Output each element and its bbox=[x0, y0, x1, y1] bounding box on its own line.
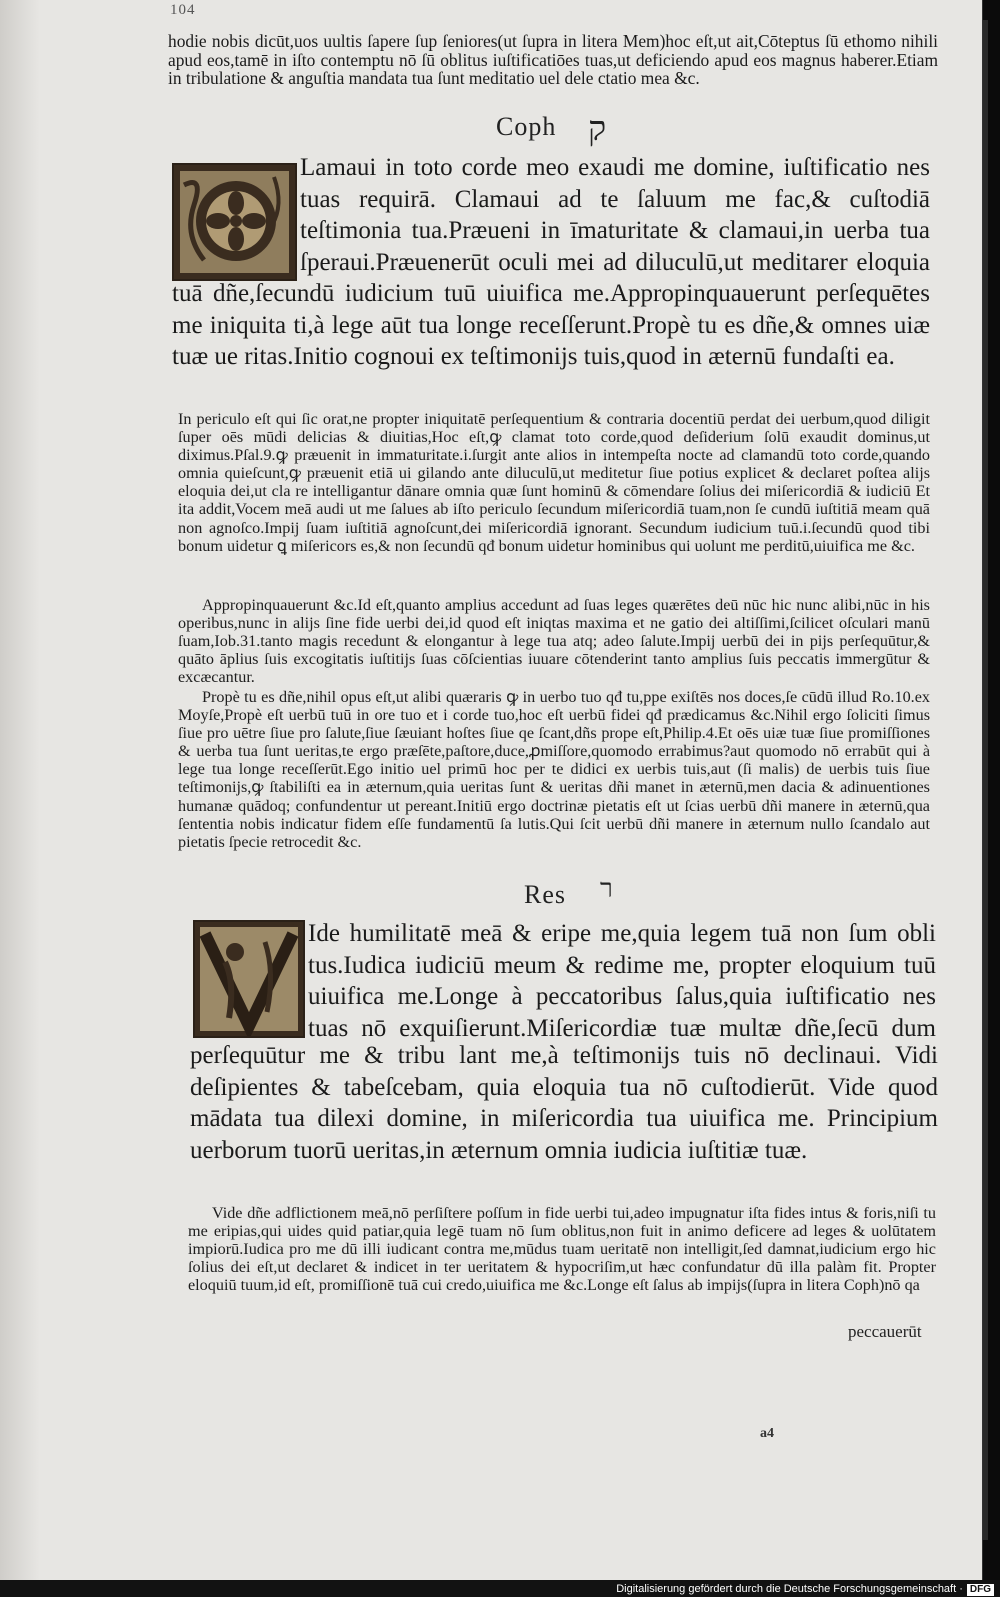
psalm-text-res-first-lines: Ide humilitatē meā & eripe me,quia legem tuā non ſum obli tus.Iudica iudiciū meum & redime me, propter eloquium tuū uiuifica me.Longe à peccatoribus ſalus,quia iuſtificatio nes tuas nō exquiſierunt.Miſericordiæ tuæ multæ dñe,ſecū dum bbox=[308, 920, 936, 1042]
top-continuation-text: hodie nobis dicūt,uos uultis ſapere ſup ſeniores(ut ſupra in litera Mem)hoc eſt,ut ait,Cōteptus ſū ethomo nihili apud eos,tamē in iſto contemptu nō ſū oblitus iuſtificatiōes tuas,ut deficiendo apud eos magnus haberer.Etiam in tribulatione & anguſtia mandata tua ſunt meditatio uel dele ctatio mea &c. bbox=[168, 31, 938, 88]
commentary-paragraph: Appropinquauerunt &c.Id eſt,quanto amplius accedunt ad ſuas leges quærētes deū nūc hic nunc alibi,nūc in his operibus,nunc in alijs ſine fide uerbi dei,id quod eſt iniqtas maxima et ne gatio dei altiſſimi,ſcilicet oſculari manū ſuam,Iob.31.tanto magis recedunt & elongantur à lege tua atq; adeo ſalute.Impij uerbū dei in pijs perſequūtur,& quāto āplius ſuis excogitatis iuſtitijs ſuas cōſcientias iuuare cōtenderint tanto amplius ſuis peccatis immergūtur & excæcantur. bbox=[178, 596, 930, 687]
scan-edge bbox=[982, 0, 1000, 1597]
hebrew-letter-coph: ק bbox=[588, 109, 607, 149]
decorated-initial-c bbox=[172, 163, 297, 281]
decorated-initial-v bbox=[193, 920, 305, 1038]
commentary-paragraph: Propè tu es dñe,nihil opus eſt,ut alibi quæraris ꝙ in uerbo tuo qđ tu,ppe exiſtēs nos doces,ſe cūdū illud Ro.10.ex Moyſe,Propè eſt uerbū tuū in ore tuo et i corde tuo,hoc eſt uerbū fidei qđ prædicamus &c.Nihil ergo ſoliciti ſimus ſiue pro uētre ſiue pro ſalute,ſiue ſæuiant hoſtes ſiue qe ſcant,dñs prope eſt,Philip.4.Et oēs uiæ tuæ ſiue promiſſiones & uerba tua ſunt ueritas,te ergo præſēte,paſtore,duce,ꝓmiſſore,quomodo errabimus?aut quomodo nō errabūt qui à lege tua longe receſſerūt.Ego initio uel primū hoc per te didici ex uerbis tuis,aut (ſi malis) de uerbis tuis ſiue teſtimonijs,ꝙ ſtabiliſti ea in æternum,quia ueritas ſunt & ueritas dñi manet in æternū,men dacia & adinuentiones humanæ quādoq; confundentur ut pereant.Initiū ergo doctrinæ pietatis eſt ut ſcias uerbū dñi manere in æternū,qua ſententia nobis indicatur fidem eſſe fundamentū ſa lutis.Qui ſcit uerbū dñi manere in æternum nullo ſcandalo aut pietatis ſpecie retrocedit &c. bbox=[178, 688, 930, 851]
psalm-text-coph-continuation-clip bbox=[172, 281, 930, 401]
psalm-text-res-continuation: perſequūtur me & tribu lant me,à teſtimonijs tuis nō declinaui. Vidi deſipientes & tabeſcebam, quia eloquia tua nō cuſtodierūt. Vide quod mādata tua dilexi domine, in miſericordia tua uiuifica me. Principium uerborum tuorū ueritas,in æternum omnia iudicia iuſtitiæ tuæ. bbox=[190, 1044, 938, 1164]
page-number-fragment: 104 bbox=[170, 2, 196, 18]
dfg-logo-icon: DFG bbox=[967, 1584, 994, 1596]
section-heading-coph: Coph bbox=[496, 112, 557, 141]
commentary-paragraph: In periculo eſt qui ſic orat,ne propter iniquitatē perſequentium & contraria docentiū perdat dei uerbum,quod diligit ſuper oēs mūdi delicias & diuitias,Hoc eſt,ꝙ clamat toto corde,quod deſiderium ſolū exaudit dominus,ut diximus.Pſal.9.ꝙ præuenit in immaturitate.i.ſurgit ante alios in intempeſta nocte ad clamandū toto corde,quando omnia quieſcunt,ꝙ præuenit etiā ui gilando ante diluculū,ut meditetur ſiue potius explicet & declaret poſtea alijs eloquia dei,ut cla re intelligantur dānare omnia quæ ſunt hominū & cōmendare ſolius dei miſericordiā & iudiciū Et ita addit,Vocem meā audi ut me ſalues ab iſto periculo ſecundum miſericordiā tuam,non ſe cundū iuſtitiā meam quā non agnoſco.Impij ſuam iuſtitiā agnoſcunt,dei miſericordiā ignorant. Secundum iudicium tuū.i.ſecundū quod tibi bonum uidetur ꝗ miſericors es,& non ſecundū qđ bonum uidetur hominibus qui uolunt me perditū,uiuifica me &c. bbox=[178, 410, 930, 555]
catchword: peccauerūt bbox=[848, 1322, 922, 1341]
psalm-text-res-continuation-clip bbox=[190, 1044, 938, 1196]
psalm-text-coph-continuation: tuā dñe,ſecundū iudicium tuū uiuifica me.Appropinquauerunt perſequētes me iniquita ti,à lege aūt tua longe receſſerunt.Propè tu es dñe,& omnes uiæ tuæ ue ritas.Initio cognoui ex teſtimonijs tuis,quod in æternū fundaſti ea. bbox=[172, 281, 930, 370]
signature-mark: a4 bbox=[760, 1426, 774, 1441]
figurative-initial-icon bbox=[195, 922, 303, 1036]
hebrew-letter-res: ר bbox=[600, 874, 613, 904]
commentary-res: Vide dñe adflictionem meā,nō perſiſtere poſſum in fide uerbi tui,adeo impugnatur iſta fides intus & foris,niſi tu me eripias,qui uides quid patiar,quia legē tuam nō ſum oblitus,non fuit in animo deficere ad leges & uolūtatem impiorū.Iudica pro me dū illi iudicant contra me,mūdus tuam ueritatē non intelligit,ſed damnat,iudicium ergo hic ſolius dei eſt,ut declaret & indicet in ter ueritatem & hypocriſim,ut hæc confundatur dū illa palàm fit. Propter eloquiū tuum,id eſt, promiſſionē tuā cui credo,uiuifica me &c.Longe eſt ſalus ab impijs(ſupra in litera Coph)nō qa bbox=[188, 1204, 936, 1295]
floral-initial-icon bbox=[174, 165, 295, 279]
section-heading-res: Res bbox=[524, 880, 566, 909]
footer-credit bbox=[616, 1583, 994, 1596]
psalm-text-coph-first-lines: Lamaui in toto corde meo exaudi me domine, iuſtificatio nes tuas requirā. Clamaui ad te ſaluum me fac,& cuſtodiā teſtimonia tua.Præueni in īmaturitate & clamaui,in uerba tua ſperaui.Præuenerūt oculi mei ad diluculū,ut meditarer eloquia bbox=[300, 154, 930, 276]
footer-credit-text: Digitalisierung gefördert durch die Deutsche Forschungsgemeinschaft · bbox=[616, 1583, 963, 1595]
